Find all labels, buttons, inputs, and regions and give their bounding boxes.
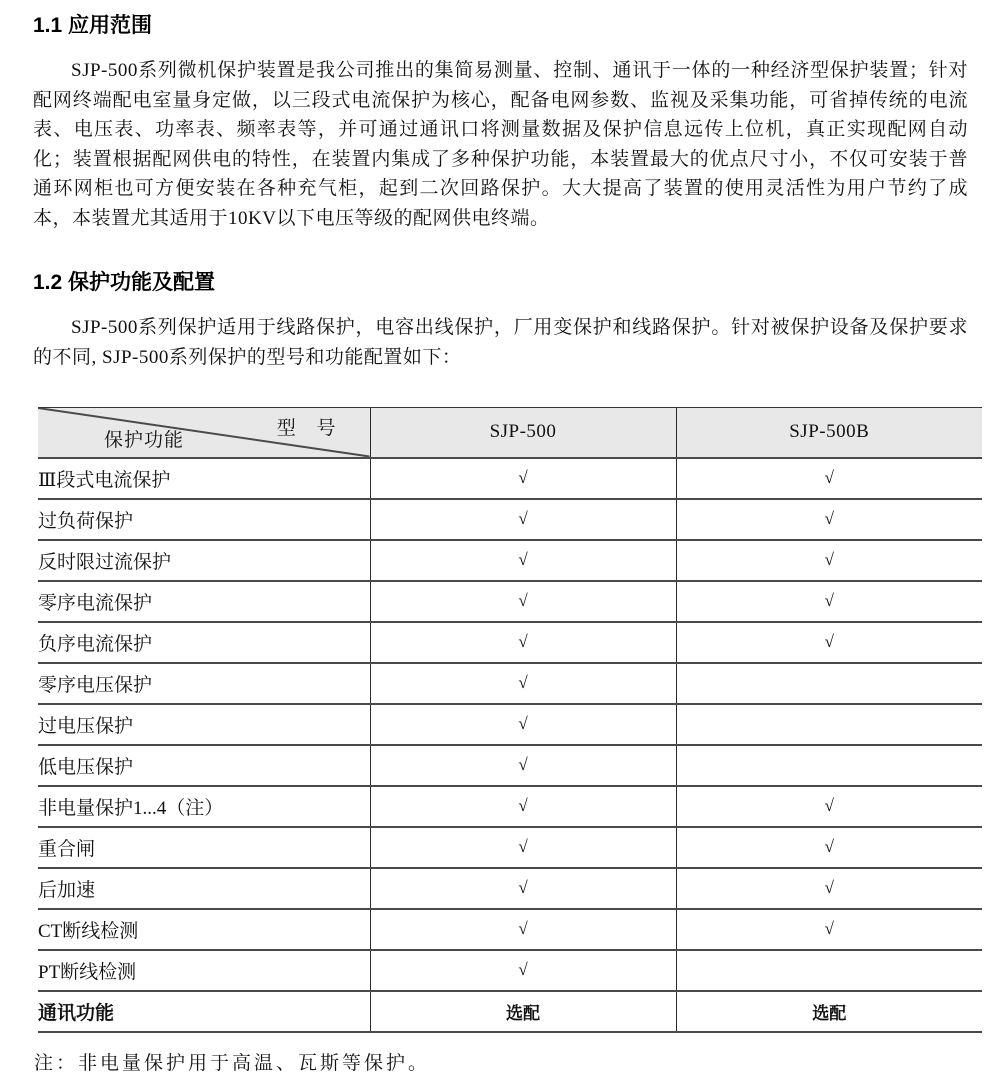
row-label: 负序电流保护	[38, 622, 370, 663]
cell-sjp500: √	[370, 663, 676, 704]
table-row	[38, 458, 982, 499]
table-row	[38, 622, 982, 663]
cell-sjp500: √	[370, 868, 676, 909]
section-1-2-paragraph: SJP-500系列保护适用于线路保护，电容出线保护，厂用变保护和线路保护。针对被保护设备及保护要求的不同, SJP-500系列保护的型号和功能配置如下：	[33, 317, 968, 368]
table-row	[38, 540, 982, 581]
diagonal-header-cell	[38, 408, 370, 458]
cell-sjp500b: √	[676, 909, 982, 950]
table-row	[38, 868, 982, 909]
row-label: 反时限过流保护	[38, 540, 370, 581]
cell-sjp500: √	[370, 458, 676, 499]
row-label: 重合闸	[38, 827, 370, 868]
row-label: 过负荷保护	[38, 499, 370, 540]
cell-sjp500b	[676, 663, 982, 704]
cell-sjp500b: √	[676, 868, 982, 909]
row-label: 低电压保护	[38, 745, 370, 786]
cell-sjp500b: 选配	[676, 991, 982, 1032]
row-label: CT断线检测	[38, 909, 370, 950]
cell-sjp500b: √	[676, 581, 982, 622]
table-row	[38, 909, 982, 950]
cell-sjp500b: √	[676, 458, 982, 499]
table-footnote: 注：非电量保护用于高温、瓦斯等保护。	[34, 1052, 431, 1074]
cell-sjp500: √	[370, 704, 676, 745]
protection-config-table	[38, 407, 982, 1033]
row-label: 非电量保护1...4（注）	[38, 786, 370, 827]
table-row	[38, 704, 982, 745]
section-1-1-heading: 1.1 应用范围	[33, 14, 153, 37]
cell-sjp500b: √	[676, 540, 982, 581]
cell-sjp500b	[676, 745, 982, 786]
cell-sjp500: √	[370, 950, 676, 991]
section-1-1-paragraph: SJP-500系列微机保护装置是我公司推出的集简易测量、控制、通讯于一体的一种经济型保护装置；针对配网终端配电室量身定做，以三段式电流保护为核心，配备电网参数、监视及采集功能，可省掉传统的电流表、电压表、功率表、频率表等，并可通过通讯口将测量数据及保护信息远传上位机，真正实现配网自动化；装置根据配网供电的特性，在装置内集成了多种保护功能，本装置最大的优点尺寸小，不仅可安装于普通环网柜也可方便安装在各种充气柜，起到二次回路保护。大大提高了装置的使用灵活性为用户节约了成本，本装置尤其适用于10KV以下电压等级的配网供电终端。	[33, 60, 968, 229]
column-header-sjp500: SJP-500	[370, 408, 676, 458]
column-header-sjp500b: SJP-500B	[676, 408, 982, 458]
cell-sjp500: √	[370, 827, 676, 868]
cell-sjp500b: √	[676, 499, 982, 540]
cell-sjp500b	[676, 704, 982, 745]
cell-sjp500b: √	[676, 786, 982, 827]
cell-sjp500: √	[370, 745, 676, 786]
row-label: 通讯功能	[38, 991, 370, 1032]
cell-sjp500: √	[370, 499, 676, 540]
row-label: 零序电压保护	[38, 663, 370, 704]
corner-label-function: 保护功能	[104, 429, 185, 451]
table-header-row	[38, 408, 982, 458]
table-row	[38, 950, 982, 991]
cell-sjp500: √	[370, 786, 676, 827]
cell-sjp500: √	[370, 909, 676, 950]
cell-sjp500: √	[370, 540, 676, 581]
cell-sjp500b: √	[676, 827, 982, 868]
table-row	[38, 663, 982, 704]
table-row	[38, 499, 982, 540]
table-row	[38, 786, 982, 827]
cell-sjp500b	[676, 950, 982, 991]
cell-sjp500b: √	[676, 622, 982, 663]
cell-sjp500: √	[370, 622, 676, 663]
row-label: 过电压保护	[38, 704, 370, 745]
corner-label-model: 型 号	[276, 418, 344, 439]
cell-sjp500: √	[370, 581, 676, 622]
table-row	[38, 827, 982, 868]
cell-sjp500: 选配	[370, 991, 676, 1032]
table-row	[38, 581, 982, 622]
section-1-2-heading: 1.2 保护功能及配置	[33, 271, 216, 294]
table-row	[38, 745, 982, 786]
row-label: 零序电流保护	[38, 581, 370, 622]
communication-function-row	[38, 991, 982, 1032]
row-label: 后加速	[38, 868, 370, 909]
row-label: Ⅲ段式电流保护	[38, 458, 370, 499]
row-label: PT断线检测	[38, 950, 370, 991]
